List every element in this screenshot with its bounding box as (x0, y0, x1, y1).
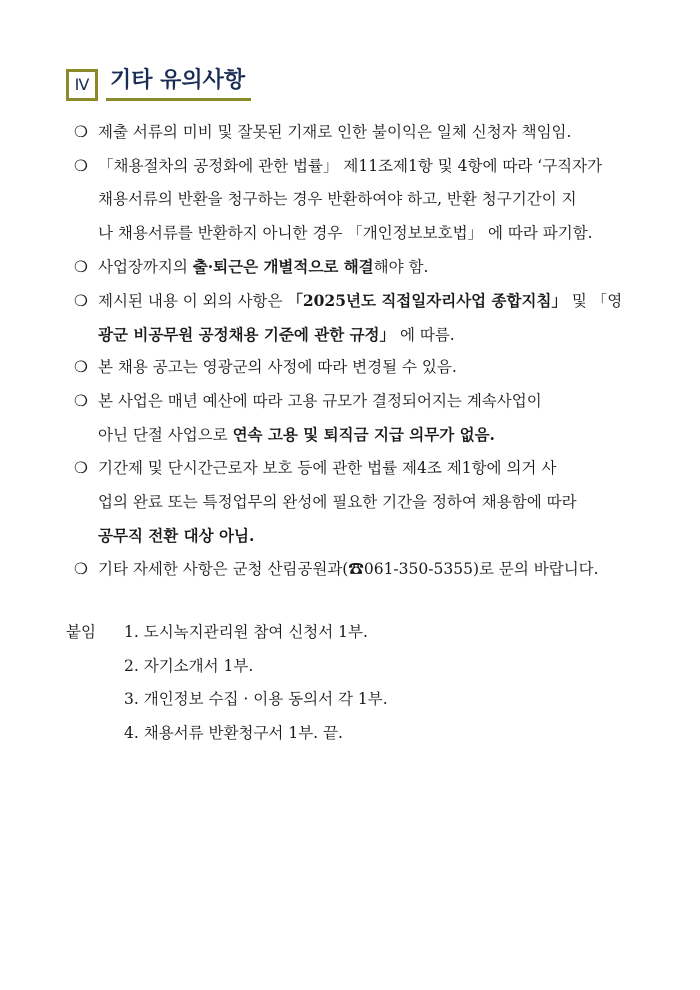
notice-list (74, 116, 644, 586)
attachment-label (66, 717, 124, 751)
notice-item-line (74, 519, 644, 553)
text-segment: 에 따름. (395, 325, 455, 344)
attachment-text: 4. 채용서류 반환청구서 1부. 끝. (124, 723, 343, 742)
text-segment: 나 채용서류를 반환하지 아니한 경우 「개인정보보호법」 에 따라 파기함. (98, 223, 593, 242)
attachment-item (66, 717, 388, 751)
emphasis-text: 「2025년도 직접일자리사업 종합지침」 (287, 290, 567, 310)
attachment-item (66, 650, 388, 684)
bullet-circle-icon: ❍ (74, 559, 88, 578)
attachment-item (66, 683, 388, 717)
bullet-circle-icon: ❍ (74, 123, 88, 141)
text-segment: 사업장까지의 (98, 258, 193, 277)
text-segment: 본 사업은 매년 예산에 따라 고용 규모가 결정되어지는 계속사업이 (98, 391, 542, 410)
notice-item-line (74, 250, 644, 284)
notice-item-line (74, 183, 644, 217)
bullet-circle-icon: ❍ (74, 458, 88, 477)
notice-item-line (74, 418, 644, 452)
notice-item-line (74, 351, 644, 385)
emphasis-text: 광군 비공무원 공정채용 기준에 관한 규정」 (98, 324, 396, 344)
attachment-text: 3. 개인정보 수집 · 이용 동의서 각 1부. (124, 690, 388, 709)
bullet-circle-icon: ❍ (74, 291, 88, 310)
text-segment: 채용서류의 반환을 청구하는 경우 반환하여야 하고, 반환 청구기간이 지 (98, 190, 577, 209)
notice-item-line (74, 385, 644, 419)
attachment-label: 붙임 (66, 623, 96, 641)
text-segment: 업의 완료 또는 특정업무의 완성에 필요한 기간을 정하여 채용함에 따라 (98, 492, 577, 511)
text-segment: 「채용절차의 공정화에 관한 법률」 제11조제1항 및 4항에 따라 ‘구직자가 (98, 156, 603, 175)
notice-item-line (74, 486, 644, 520)
text-segment: 및 「영 (566, 291, 623, 310)
text-segment: 아닌 단절 사업으로 (98, 426, 233, 445)
bullet-circle-icon: ❍ (74, 358, 88, 377)
notice-item-line (74, 284, 644, 318)
attachment-label (66, 650, 124, 684)
text-segment: 기간제 및 단시간근로자 보호 등에 관한 법률 제4조 제1항에 의거 사 (98, 458, 557, 477)
notice-item-line (74, 217, 644, 251)
attachment-text: 2. 자기소개서 1부. (124, 656, 254, 675)
bullet-circle-icon: ❍ (74, 258, 88, 277)
notice-item-line (74, 150, 644, 184)
attachment-label (66, 683, 124, 717)
text-segment: 본 채용 공고는 영광군의 사정에 따라 변경될 수 있음. (98, 358, 457, 377)
bullet-circle-icon: ❍ (74, 391, 88, 410)
text-segment: 제시된 내용 이 외의 사항은 (98, 291, 288, 310)
section-header (66, 66, 251, 101)
emphasis-text: 출·퇴근은 개별적으로 해결 (192, 257, 374, 277)
attachment-item (66, 616, 388, 650)
text-segment: 기타 자세한 사항은 군청 산림공원과(☎061-350-5355)로 문의 바랍니다. (98, 559, 599, 578)
emphasis-text: 연속 고용 및 퇴직금 지급 의무가 없음. (232, 425, 495, 445)
section-title: 기타 유의사항 (106, 66, 251, 101)
attachments (66, 616, 388, 750)
notice-item-line (74, 318, 644, 352)
attachment-text: 1. 도시녹지관리원 참여 신청서 1부. (124, 623, 368, 641)
text-segment: 제출 서류의 미비 및 잘못된 기재로 인한 불이익은 일체 신청자 책임임. (98, 123, 572, 141)
bullet-circle-icon: ❍ (74, 156, 88, 175)
emphasis-text: 공무직 전환 대상 아님. (98, 526, 255, 546)
section-number: Ⅳ (66, 69, 98, 101)
notice-item-line (74, 116, 644, 150)
text-segment: 해야 함. (373, 258, 429, 277)
notice-item-line (74, 452, 644, 486)
notice-item-line (74, 553, 644, 587)
